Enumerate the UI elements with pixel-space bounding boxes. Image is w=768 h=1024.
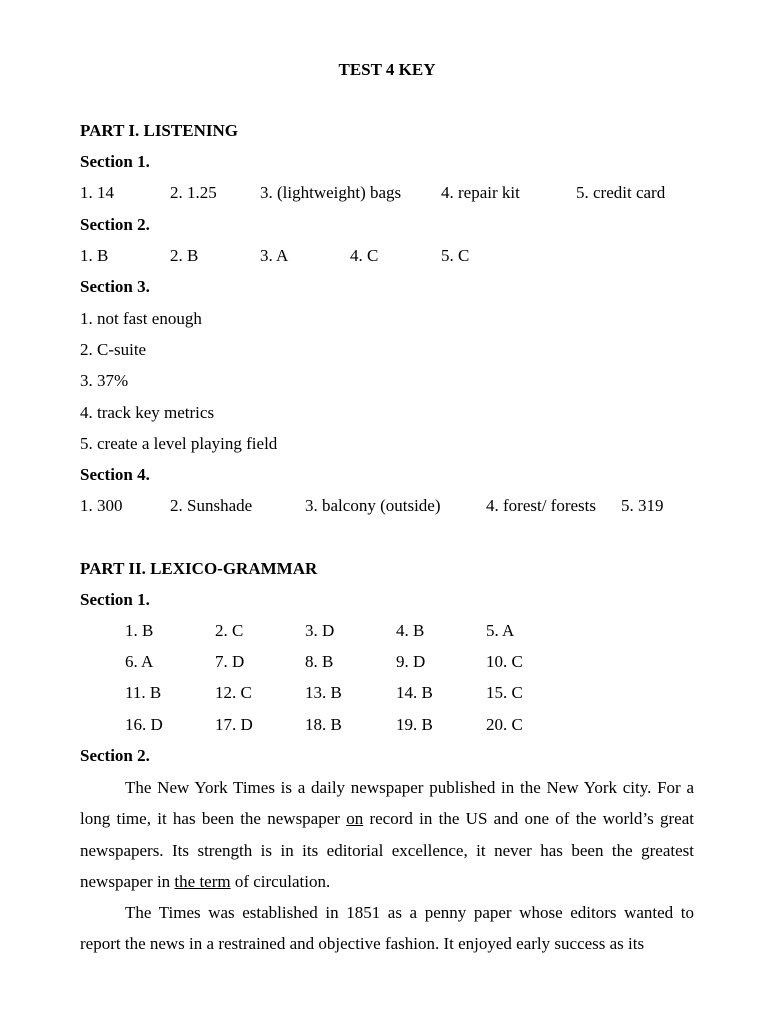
answer-item: 16. D	[125, 715, 163, 734]
answer-item: 2. 1.25	[170, 183, 217, 202]
answer-item: 18. B	[305, 715, 342, 734]
answer-item: 20. C	[486, 715, 523, 734]
part1-section4-label: Section 4.	[80, 465, 150, 484]
answer-item: 1. 300	[80, 496, 123, 515]
answer-item: 15. C	[486, 683, 523, 702]
passage-text: The New York Times is a daily newspaper published in the New York city. For a long time, it has been the newspaper	[80, 778, 694, 829]
passage-paragraph-1	[80, 772, 694, 897]
answer-item: 13. B	[305, 683, 342, 702]
answer-item: 5. create a level playing field	[80, 434, 278, 453]
passage-paragraph-2: The Times was established in 1851 as a penny paper whose editors wanted to report the news in a restrained and objective fashion. It enjoyed early success as its	[80, 903, 694, 954]
part1-heading: PART I. LISTENING	[80, 121, 238, 140]
answer-item: 6. A	[125, 652, 154, 671]
part2-heading: PART II. LEXICO-GRAMMAR	[80, 559, 318, 578]
answer-item: 7. D	[215, 652, 245, 671]
answer-item: 5. C	[441, 246, 470, 265]
part2-section1-label: Section 1.	[80, 590, 150, 609]
answer-item: 4. track key metrics	[80, 403, 215, 422]
answer-item: 2. C-suite	[80, 340, 147, 359]
answer-item: 12. C	[215, 683, 252, 702]
answer-item: 5. credit card	[576, 183, 666, 202]
answer-item: 1. B	[80, 246, 109, 265]
answer-item: 1. 14	[80, 183, 114, 202]
answer-item: 3. 37%	[80, 371, 129, 390]
answer-item: 5. A	[486, 621, 515, 640]
answer-item: 3. (lightweight) bags	[260, 183, 402, 202]
underlined-error: the term	[174, 871, 231, 891]
answer-item: 1. B	[125, 621, 154, 640]
passage-text: record in the US and one of the world’s great newspapers. Its strength is in its editorial excellence, it never has been the greatest newspaper in	[80, 809, 694, 891]
answer-item: 3. D	[305, 621, 335, 640]
answer-item: 4. B	[396, 621, 425, 640]
answer-item: 1. not fast enough	[80, 309, 202, 328]
answer-item: 10. C	[486, 652, 523, 671]
underlined-error: on	[346, 809, 364, 829]
answer-item: 4. forest/ forests	[486, 496, 597, 515]
answer-item: 3. balcony (outside)	[305, 496, 441, 515]
answer-item: 2. Sunshade	[170, 496, 253, 515]
answer-item: 8. B	[305, 652, 334, 671]
page-title: TEST 4 KEY	[338, 60, 436, 79]
answer-item: 5. 319	[621, 496, 664, 515]
part1-section2-label: Section 2.	[80, 215, 150, 234]
part2-section2-label: Section 2.	[80, 746, 150, 765]
answer-item: 4. C	[350, 246, 379, 265]
part1-section1-label: Section 1.	[80, 152, 150, 171]
passage-text: of circulation.	[230, 871, 331, 891]
answer-item: 2. C	[215, 621, 244, 640]
part1-section3-label: Section 3.	[80, 277, 150, 296]
answer-item: 11. B	[125, 683, 162, 702]
answer-item: 2. B	[170, 246, 199, 265]
answer-item: 3. A	[260, 246, 289, 265]
answer-item: 17. D	[215, 715, 253, 734]
answer-item: 19. B	[396, 715, 433, 734]
answer-item: 9. D	[396, 652, 426, 671]
answer-item: 14. B	[396, 683, 433, 702]
answer-item: 4. repair kit	[441, 183, 520, 202]
